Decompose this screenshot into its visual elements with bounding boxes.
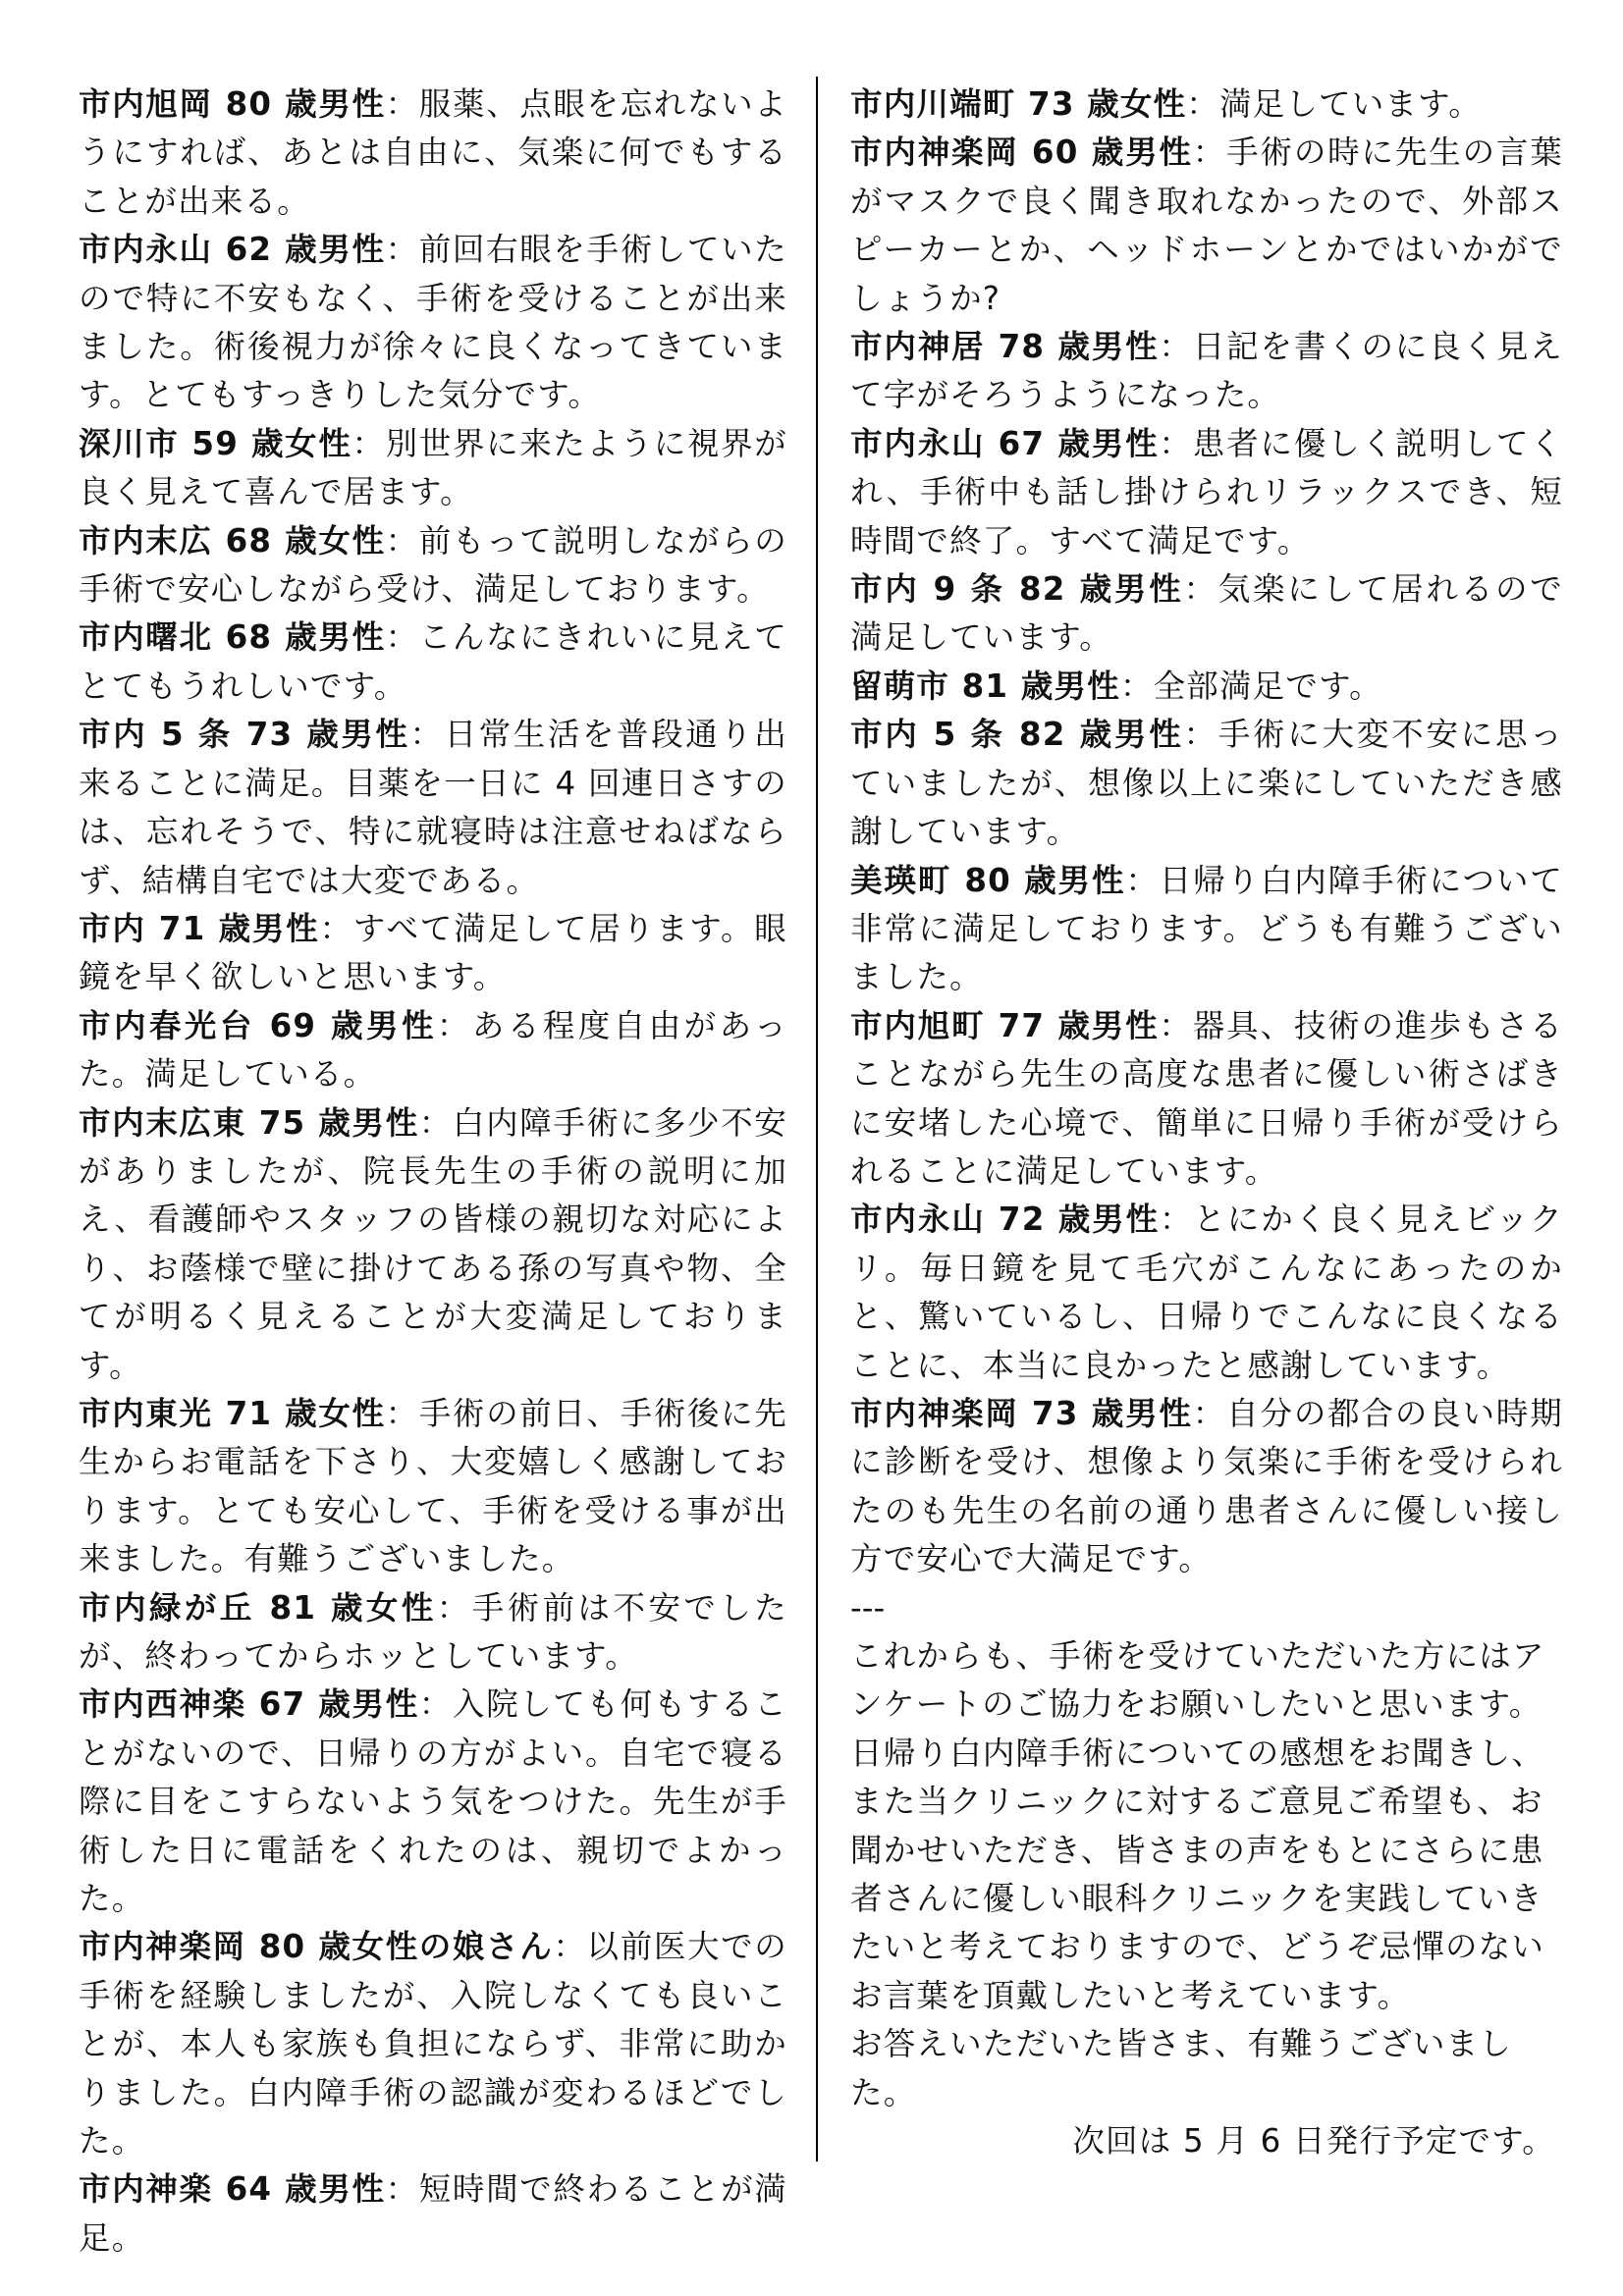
label-colon: ：: [385, 1394, 419, 1432]
comment-text: 全部満足です。: [1153, 667, 1382, 705]
label-colon: ：: [1159, 1006, 1193, 1044]
comment-text: 患者に優しく説明してくれ、手術中も話し掛けられリラックスでき、短時間で終了。すべて満足です。: [850, 424, 1563, 560]
comment-entry: [79, 1923, 787, 2165]
label-colon: ：: [409, 716, 445, 754]
comment-text: 自分の都合の良い時期に診断を受け、想像より気楽に手術を受けられたのも先生の名前の通り患者さんに優しい接し方で安心で大満足です。: [850, 1394, 1563, 1578]
respondent-label: 市内曙北 68 歳男性: [79, 618, 386, 657]
comment-entry: [79, 614, 787, 711]
comment-text: 前もって説明しながらの手術で安心しながら受け、満足しております。: [79, 521, 787, 609]
respondent-label: 留萌市 81 歳男性: [850, 667, 1120, 705]
respondent-label: 市内東光 71 歳女性: [79, 1394, 386, 1432]
comment-entry: [850, 80, 1563, 129]
respondent-label: 市内 5 条 73 歳男性: [79, 716, 410, 754]
comment-text: 手術前は不安でしたが、終わってからホッとしています。: [79, 1588, 787, 1675]
respondent-label: 市内永山 62 歳男性: [79, 231, 386, 269]
comment-text: 短時間で終わることが満足。: [79, 2170, 787, 2257]
label-colon: ：: [385, 521, 419, 560]
label-colon: ：: [1186, 85, 1219, 123]
next-issue-notice: 次回は 5 月 6 日発行予定です。: [1072, 2122, 1555, 2161]
label-colon: ：: [1119, 667, 1154, 705]
comment-entry: [850, 1002, 1563, 1197]
label-colon: ：: [1125, 861, 1160, 899]
comment-text: 気楽にして居れるので満足しています。: [850, 570, 1563, 657]
comment-text: 入院しても何もすることがないので、日帰りの方がよい。自宅で寝る際に目をこすらないよう気をつけた。先生が手術した日に電話をくれたのは、親切でよかった。: [79, 1685, 787, 1918]
respondent-label: 深川市 59 歳女性: [79, 424, 352, 462]
comment-entry: [850, 663, 1563, 711]
label-colon: ：: [385, 231, 419, 269]
respondent-label: 市内 9 条 82 歳男性: [850, 570, 1184, 609]
comment-text: 手術の時に先生の言葉がマスクで良く聞き取れなかったので、外部スピーカーとか、ヘッドホーンとかではいかがでしょうか?: [850, 133, 1563, 317]
column-divider: [816, 77, 818, 2162]
comment-entry: [850, 420, 1563, 565]
comment-entry: [79, 905, 787, 1002]
respondent-label: 美瑛町 80 歳男性: [850, 861, 1126, 899]
comment-text: すべて満足して居ります。眼鏡を早く欲しいと思います。: [79, 909, 787, 996]
comment-text: 満足しています。: [1218, 85, 1482, 123]
comment-text: 器具、技術の進歩もさることながら先生の高度な患者に優しい術さばきに安堵した心境で、簡単に日帰り手術が受けられることに満足しています。: [850, 1006, 1563, 1190]
label-colon: ：: [1159, 424, 1193, 462]
label-colon: ：: [352, 424, 386, 462]
comment-entry: [79, 1584, 787, 1682]
comment-entry: [850, 857, 1563, 1002]
label-colon: ：: [418, 1685, 453, 1724]
comment-text: 別世界に来たように視界が良く見えて喜んで居ます。: [79, 424, 788, 511]
comment-entry: [850, 711, 1563, 856]
label-colon: ：: [319, 909, 353, 947]
label-colon: ：: [553, 1928, 587, 1966]
comment-entry: [850, 129, 1563, 323]
label-colon: ：: [418, 1103, 453, 1142]
respondent-label: 市内神楽岡 80 歳女性の娘さん: [79, 1928, 554, 1966]
comment-text: 前回右眼を手術していたので特に不安もなく、手術を受けることが出来ました。術後視力が徐々に良くなってきています。とてもすっきりした気分です。: [79, 231, 787, 414]
respondent-label: 市内旭岡 80 歳男性: [79, 85, 386, 123]
respondent-label: 市内西神楽 67 歳男性: [79, 1685, 419, 1724]
label-colon: ：: [1183, 570, 1218, 609]
comment-entry: [79, 517, 787, 614]
label-colon: ：: [385, 2170, 419, 2209]
comment-entry: [79, 711, 787, 905]
respondent-label: 市内緑が丘 81 歳女性: [79, 1588, 437, 1627]
comment-entry: [79, 2165, 787, 2263]
comment-text: 以前医大での手術を経験しましたが、入院しなくても良いことが、本人も家族も負担にならず、非常に助かりました。白内障手術の認識が変わるほどでした。: [79, 1928, 788, 2161]
comment-entry: [79, 226, 787, 420]
closing-message: [850, 1632, 1563, 2165]
label-colon: ：: [385, 85, 419, 123]
comment-entry: [79, 80, 787, 226]
comment-text: 手術の前日、手術後に先生からお電話を下さり、大変嬉しく感謝しております。とても安心して、手術を受ける事が出来ました。有難うございました。: [79, 1394, 787, 1578]
comment-entry: [850, 323, 1563, 420]
respondent-label: 市内 5 条 82 歳男性: [850, 716, 1184, 754]
comment-text: 日記を書くのに良く見えて字がそろうようになった。: [850, 328, 1563, 414]
label-colon: ：: [385, 618, 419, 657]
right-column: [850, 80, 1563, 2165]
label-colon: ：: [1192, 1394, 1227, 1432]
label-colon: ：: [1183, 716, 1218, 754]
respondent-label: 市内神居 78 歳男性: [850, 328, 1160, 366]
section-separator: ---: [850, 1588, 886, 1627]
comment-entry: [79, 1002, 787, 1099]
label-colon: ：: [1192, 133, 1227, 172]
closing-paragraph: これからも、手術を受けていただいた方にはアンケートのご協力をお願いしたいと思います。日帰り白内障手術についての感想をお聞きし、また当クリニックに対するご意見ご希望も、お聞かせいただき、皆さまの声をもとにさらに患者さんに優しい眼科クリニックを実践していきたいと考えておりますので、どうぞ忌憚のないお言葉を頂戴したいと考えています。: [850, 1637, 1545, 2014]
respondent-label: 市内神楽岡 60 歳男性: [850, 133, 1193, 172]
comment-entry: [79, 1390, 787, 1584]
comment-entry: [850, 1390, 1563, 1584]
respondent-label: 市内末広東 75 歳男性: [79, 1103, 419, 1142]
comment-text: とにかく良く見えビックリ。毎日鏡を見て毛穴がこんなにあったのかと、驚いているし、日帰りでこんなに良くなることに、本当に良かったと感謝しています。: [850, 1201, 1564, 1384]
respondent-label: 市内川端町 73 歳女性: [850, 85, 1187, 123]
comment-entry: [79, 1681, 787, 1923]
left-column: [79, 80, 787, 2263]
comment-entry: [850, 565, 1563, 663]
comment-text: こんなにきれいに見えてとてもうれしいです。: [79, 618, 787, 705]
comment-text: 白内障手術に多少不安がありましたが、院長先生の手術の説明に加え、看護師やスタッフの皆様の親切な対応により、お蔭様で壁に掛けてある孫の写真や物、全てが明るく見えることが大変満足しております。: [79, 1103, 787, 1384]
respondent-label: 市内旭町 77 歳男性: [850, 1006, 1160, 1044]
label-colon: ：: [1160, 1201, 1194, 1239]
respondent-label: 市内永山 67 歳男性: [850, 424, 1160, 462]
comment-text: ある程度自由があった。満足している。: [79, 1006, 787, 1094]
respondent-label: 市内永山 72 歳男性: [850, 1201, 1161, 1239]
respondent-label: 市内神楽 64 歳男性: [79, 2170, 386, 2209]
comment-text: 日常生活を普段通り出来ることに満足。目薬を一日に 4 回連日さすのは、忘れそうで、特に就寝時は注意せねばならず、結構自宅では大変である。: [79, 716, 788, 899]
closing-thanks: お答えいただいた皆さま、有難うございました。: [850, 2025, 1513, 2111]
label-colon: ：: [436, 1006, 472, 1044]
comment-entry: [79, 420, 787, 517]
respondent-label: 市内末広 68 歳女性: [79, 521, 386, 560]
comment-text: 服薬、点眼を忘れないようにすれば、あとは自由に、気楽に何でもすることが出来る。: [79, 85, 787, 220]
respondent-label: 市内春光台 69 歳男性: [79, 1006, 437, 1044]
comment-entry: [79, 1099, 787, 1390]
comment-text: 日帰り白内障手術について非常に満足しております。どうも有難うございました。: [850, 861, 1563, 996]
comment-entry: [850, 1196, 1563, 1390]
respondent-label: 市内神楽岡 73 歳男性: [850, 1394, 1193, 1432]
label-colon: ：: [436, 1588, 472, 1627]
label-colon: ：: [1159, 328, 1193, 366]
comment-text: 手術に大変不安に思っていましたが、想像以上に楽にしていただき感謝しています。: [850, 716, 1563, 851]
respondent-label: 市内 71 歳男性: [79, 909, 320, 947]
